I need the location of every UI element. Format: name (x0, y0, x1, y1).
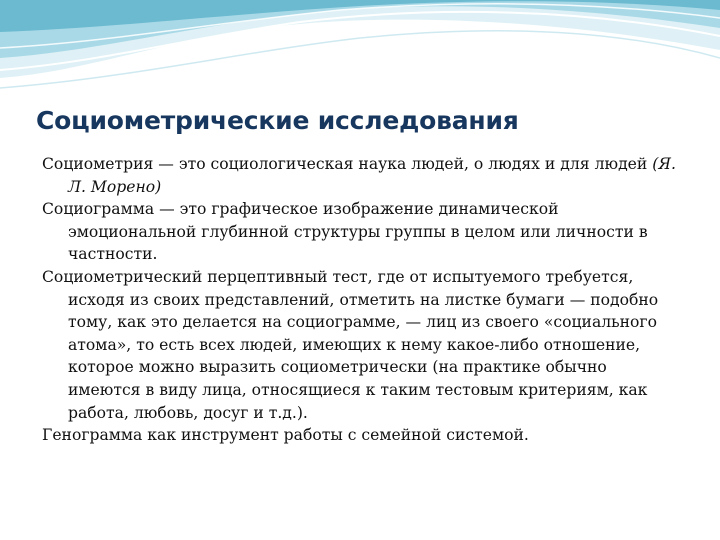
slide-title: Социометрические исследования (36, 106, 519, 135)
paragraph-sociometry (42, 153, 682, 198)
author-citation: (Я. Л. Морено) (68, 155, 676, 196)
paragraph-genogram: Генограмма как инструмент работы с семейной системой. (42, 426, 529, 445)
decorative-wave-header (0, 0, 720, 100)
paragraph-text: Социометрия — это социологическая наука людей, о людях и для людей (42, 155, 653, 173)
slide-body (42, 153, 682, 447)
paragraph-perceptive-test: Социометрический перцептивный тест, где от испытуемого требуется, исходя из своих представлений, отметить на листке бумаги — подобно тому, как это делается на социограмме, — лиц из своего «социального атома», то есть всех людей, имеющих к нему какое-либо отношение, которое можно выразить социометрически (на практике обычно имеются в виду лица, относящиеся к таким тестовым критериям, как работа, любовь, досуг и т.д.). (42, 267, 659, 422)
paragraph-sociogram: Социограмма — это графическое изображение динамической эмоциональной глубинной структуры группы в целом или личности в частности. (42, 200, 648, 264)
